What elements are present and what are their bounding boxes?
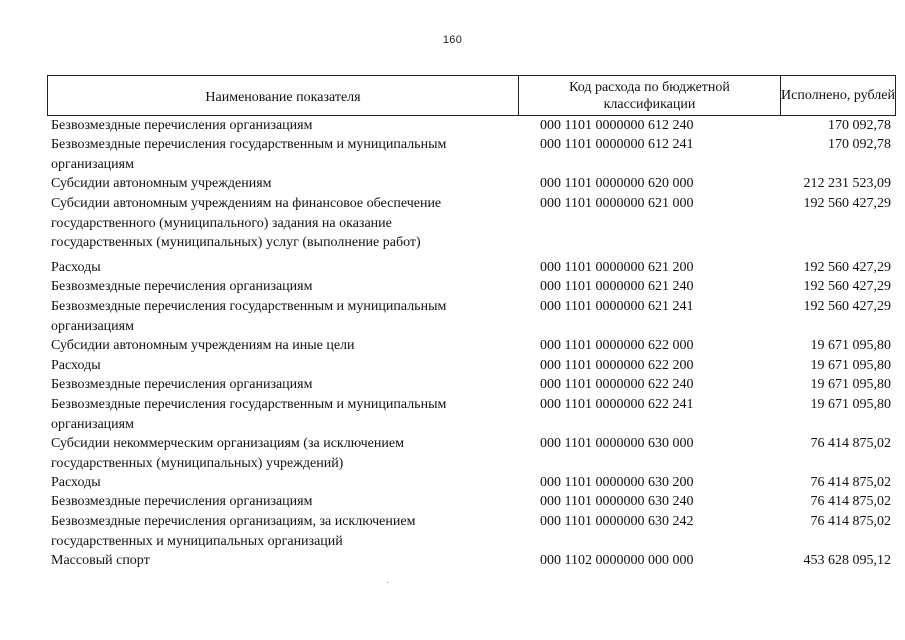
- budget-code: 000 1101 0000000 630 242: [540, 514, 694, 529]
- indicator-name: Безвозмездные перечисления организациям: [51, 118, 313, 133]
- executed-amount: 19 671 095,80: [810, 358, 891, 373]
- executed-amount: 76 414 875,02: [810, 475, 891, 490]
- indicator-name: Расходы: [51, 358, 101, 373]
- scan-speck: [387, 582, 388, 583]
- header-code-column: Код расхода по бюджетной классификации: [518, 76, 781, 115]
- executed-amount: 19 671 095,80: [810, 377, 891, 392]
- executed-amount: 19 671 095,80: [810, 338, 891, 353]
- budget-code: 000 1101 0000000 630 000: [540, 436, 694, 451]
- budget-code: 000 1102 0000000 000 000: [540, 553, 694, 568]
- budget-code: 000 1101 0000000 620 000: [540, 176, 694, 191]
- executed-amount: 76 414 875,02: [810, 436, 891, 451]
- budget-code: 000 1101 0000000 622 000: [540, 338, 694, 353]
- budget-code: 000 1101 0000000 622 241: [540, 397, 694, 412]
- executed-amount: 76 414 875,02: [810, 494, 891, 509]
- indicator-name: Безвозмездные перечисления государственным и муниципальным организациям: [51, 137, 447, 172]
- budget-code: 000 1101 0000000 630 240: [540, 494, 694, 509]
- executed-amount: 170 092,78: [828, 118, 891, 133]
- table-header: [47, 75, 896, 116]
- executed-amount: 453 628 095,12: [803, 553, 891, 568]
- budget-code: 000 1101 0000000 622 240: [540, 377, 694, 392]
- indicator-name: Массовый спорт: [51, 553, 150, 568]
- executed-amount: 192 560 427,29: [803, 196, 891, 211]
- indicator-name: Субсидии автономным учреждениям на финансовое обеспечение государственного (муниципального) задания на оказание государственных (муниципальных) услуг (выполнение работ): [51, 196, 442, 250]
- budget-code: 000 1101 0000000 621 240: [540, 279, 694, 294]
- budget-code: 000 1101 0000000 621 000: [540, 196, 694, 211]
- indicator-name: Субсидии автономным учреждениям на иные цели: [51, 338, 355, 353]
- indicator-name: Безвозмездные перечисления организациям: [51, 279, 313, 294]
- budget-code: 000 1101 0000000 621 241: [540, 299, 694, 314]
- budget-code: 000 1101 0000000 622 200: [540, 358, 694, 373]
- header-amount-column: Исполнено, рублей: [781, 88, 895, 103]
- budget-code: 000 1101 0000000 612 240: [540, 118, 694, 133]
- indicator-name: Безвозмездные перечисления государственным и муниципальным организациям: [51, 299, 447, 334]
- indicator-name: Субсидии некоммерческим организациям (за исключением государственных (муниципальных) учреждений): [51, 436, 404, 471]
- indicator-name: Безвозмездные перечисления государственным и муниципальным организациям: [51, 397, 447, 432]
- indicator-name: Расходы: [51, 260, 101, 275]
- indicator-name: Безвозмездные перечисления организациям: [51, 494, 313, 509]
- executed-amount: 192 560 427,29: [803, 260, 891, 275]
- budget-code: 000 1101 0000000 630 200: [540, 475, 694, 490]
- indicator-name: Субсидии автономным учреждениям: [51, 176, 272, 191]
- executed-amount: 212 231 523,09: [803, 176, 891, 191]
- expenditure-table: [47, 75, 896, 568]
- budget-code: 000 1101 0000000 621 200: [540, 260, 694, 275]
- executed-amount: 76 414 875,02: [810, 514, 891, 529]
- header-name-column: Наименование показателя: [205, 90, 361, 105]
- indicator-name: Безвозмездные перечисления организациям: [51, 377, 313, 392]
- budget-code: 000 1101 0000000 612 241: [540, 137, 694, 152]
- executed-amount: 19 671 095,80: [810, 397, 891, 412]
- executed-amount: 170 092,78: [828, 137, 891, 152]
- indicator-name: Расходы: [51, 475, 101, 490]
- executed-amount: 192 560 427,29: [803, 299, 891, 314]
- executed-amount: 192 560 427,29: [803, 279, 891, 294]
- indicator-name: Безвозмездные перечисления организациям, за исключением государственных и муниципальных организаций: [51, 514, 416, 549]
- page-number: 160: [442, 34, 463, 46]
